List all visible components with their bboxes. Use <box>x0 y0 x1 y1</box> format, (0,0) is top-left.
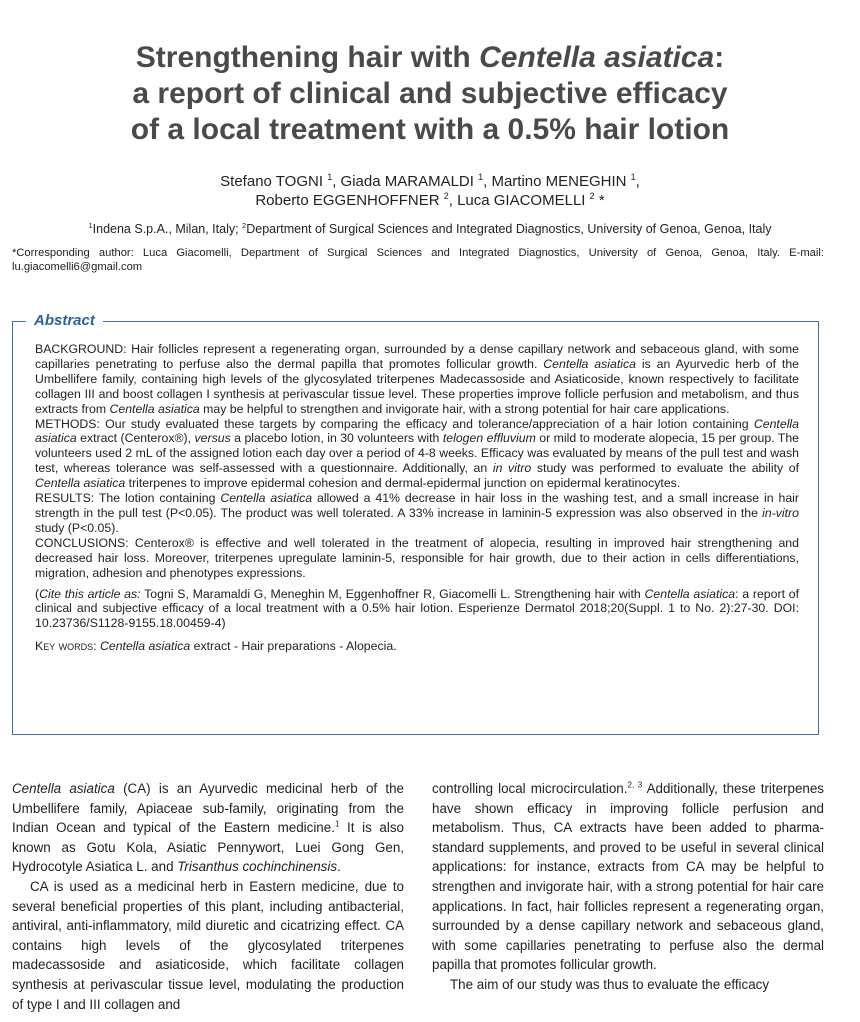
abstract-background: BACKGROUND: Hair follicles represent a regenerating organ, surrounded by a dense capillary network and sebaceous gland, with some capillaries penetrating to perfuse also the dermal papilla that promotes follicular growth. Centella asiatica is an Ayurvedic herb of the Umbellifere family, containing high levels of the glycosylated triterpenes Madecassoside and Asiaticoside, known respectively to facilitate collagen III and boost collagen I synthesis at perivascular tissue level. These properties improve follicle perfusion and metabolism, and thus extracts from Centella asiatica may be helpful to strengthen and invigorate hair, with a strong potential for hair care applications. <box>35 342 800 416</box>
body-paragraph: Centella asiatica (CA) is an Ayurvedic medicinal herb of the Umbellifere family, Apiaceae sub-family, originating from the Indian Ocean and typical of the Eastern medicine.$^1$ It is also known as Gotu Kola, Asiatic Pennywort, Luei Gong Gen, Hydrocotyle Asiatica L. and Trisanthus cochinchinensis. <box>12 781 404 875</box>
citation: (Cite this article as: Togni S, Maramaldi G, Meneghin M, Eggenhoffner R, Giacomelli L. Strengthening hair with Centella asiatica: a report of clinical and subjective efficacy of a local treatment with a 0.5% hair lotion. Esperienze Dermatol 2018;20(Suppl. 1 to No. 2):27-30. DOI: 10.23736/S1128-9155.18.00459-4) <box>35 586 800 631</box>
author-list <box>20 172 840 210</box>
affiliations: $^1$Indena S.p.A., Milan, Italy; $^2$Department of Surgical Sciences and Integrated Diagnostics, University of Genoa, Genoa, Italy <box>88 220 772 236</box>
article-title <box>20 40 840 148</box>
abstract-results: RESULTS: The lotion containing Centella asiatica allowed a 41% decrease in hair loss in the washing test, and a small increase in hair strength in the pull test (P<0.05). The product was well tolerated. A 33% increase in laminin-5 expression was also observed in the in-vitro study (P<0.05). <box>35 491 799 535</box>
corresponding-author: *Corresponding author: Luca Giacomelli, Department of Surgical Sciences and Integrated Diagnostics, University of Genoa, Genoa, Italy. E-mail: lu.giacomelli6@gmail.com <box>12 247 824 273</box>
body-column-left <box>12 779 404 1014</box>
abstract-methods: METHODS: Our study evaluated these targets by comparing the efficacy and tolerance/appreciation of a hair lotion containing Centella asiatica extract (Centerox®), versus a placebo lotion, in 30 volunteers with telogen effluvium or mild to moderate alopecia, 15 per group. The volunteers used 2 mL of the assigned lotion each day over a period of 4-8 weeks. Efficacy was evaluated by means of the pull test and wash test, whereas tolerance was self-assessed with a questionnaire. Additionally, an in vitro study was performed to evaluate the ability of Centella asiatica triterpenes to improve epidermal cohesion and dermal-epidermal junction on epidermal keratinocytes. <box>35 416 800 491</box>
author-line-1: Stefano TOGNI $^1$, Giada MARAMALDI $^1$, Martino MENEGHIN $^1$, <box>220 172 640 190</box>
key-words: Key words: Centella asiatica extract - Hair preparations - Alopecia. <box>35 639 397 654</box>
body-paragraph: controlling local microcirculation.$^{2, 3}$ Additionally, these triterpenes have shown efficacy in improving follicle perfusion and metabolism. Thus, CA extracts have been added to pharma-standard supplements, and proved to be useful in several clinical applications: for instance, extracts from CA may be helpful to strengthen and invigorate hair, with a strong potential for hair care applications. In fact, hair follicles represent a regenerating organ, surrounded by a dense capillary network and sebaceous gland, with some capillaries penetrating to perfuse also the dermal papilla that promotes follicular growth. <box>432 780 824 973</box>
author-line-2: Roberto EGGENHOFFNER $^2$, Luca GIACOMELLI $^2$ * <box>255 191 605 209</box>
body-paragraph: CA is used as a medicinal herb in Eastern medicine, due to several beneficial properties of this plant, including antibacterial, antiviral, anti-inflammatory, mild diuretic and cicatrizing effect. CA contains high levels of the glycosylated triterpenes madecassoside and asiaticoside, which facilitate collagen synthesis at perivascular tissue level, modulating the production of type I and III collagen and <box>12 878 404 1012</box>
body-column-right <box>432 779 824 995</box>
abstract-body <box>35 342 799 654</box>
title-line-2: a report of clinical and subjective efficacy <box>132 77 728 110</box>
title-line-3: of a local treatment with a 0.5% hair lotion <box>130 113 730 146</box>
abstract-heading: Abstract <box>26 312 103 330</box>
title-line-1: Strengthening hair with Centella asiatica: <box>135 41 725 74</box>
abstract-conclusions: CONCLUSIONS: Centerox® is effective and well tolerated in the treatment of alopecia, resulting in improved hair strengthening and decreased hair loss. Moreover, triterpenes upregulate laminin-5, responsible for hair growth, due to their action in cells differentiations, migration, adhesion and phenotypes expressions. <box>35 535 799 580</box>
body-paragraph: The aim of our study was thus to evaluate the efficacy <box>450 976 770 992</box>
